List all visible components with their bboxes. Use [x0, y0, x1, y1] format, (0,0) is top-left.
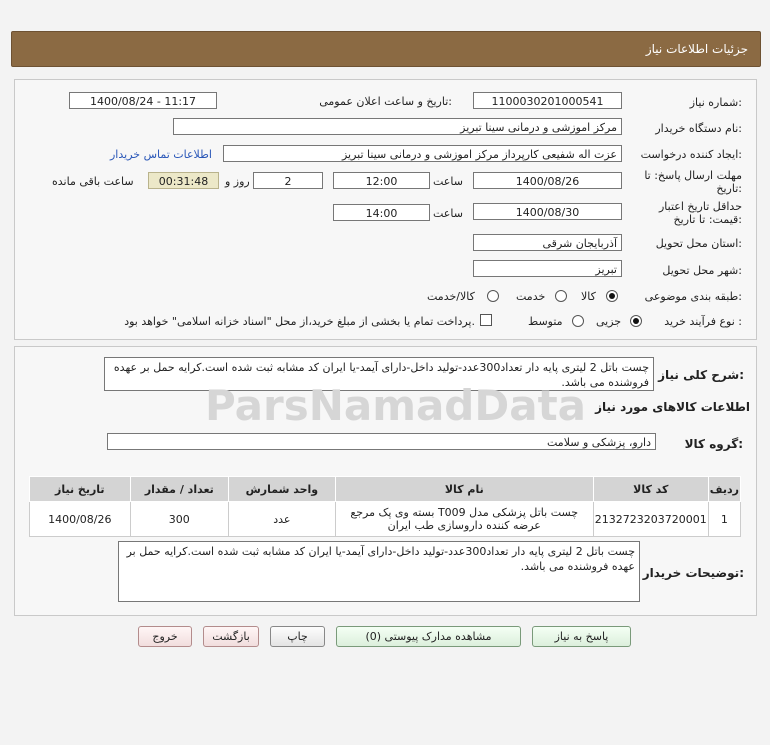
validity-label: حداقل تاریخ اعتبار قیمت: تا تاریخ:: [658, 200, 742, 226]
table-row[interactable]: [30, 502, 741, 537]
process-radio-medium[interactable]: [572, 315, 584, 327]
category-option-goods: کالا: [581, 290, 596, 303]
page-header: [11, 31, 761, 67]
cell-unit: عدد: [229, 502, 336, 537]
creator-label: ایجاد کننده درخواست:: [640, 148, 742, 161]
col-unit: واحد شمارش: [229, 477, 336, 502]
summary-box: چست باتل 2 لیتری پایه دار تعداد300عدد-تولید داخل-دارای آیمد-یا ایران کد مشابه ثبت شده است.کرایه حمل بر عهده فروشنده می باشد.: [104, 357, 654, 391]
process-radio-minor[interactable]: [630, 315, 642, 327]
table-header-row: [30, 477, 741, 502]
goods-info-title: اطلاعات کالاهای مورد نیاز: [595, 400, 750, 414]
back-button[interactable]: بازگشت: [203, 626, 259, 647]
reply-time-label: ساعت: [433, 175, 463, 188]
remaining-time-field: 00:31:48: [148, 172, 219, 189]
process-option-medium: متوسط: [528, 315, 563, 328]
reply-time-field[interactable]: 12:00: [333, 172, 430, 189]
category-radio-goods-service[interactable]: [487, 290, 499, 302]
treasury-note: پرداخت تمام یا بخشی از مبلغ خرید،از محل "اسناد خزانه اسلامی" خواهد بود.: [124, 315, 475, 328]
buyer-org-label: نام دستگاه خریدار:: [655, 122, 742, 135]
category-label: طبقه بندی موضوعی:: [644, 290, 742, 303]
buyer-org-field[interactable]: مرکز اموزشی و درمانی سینا تبریز: [173, 118, 622, 135]
col-qty: تعداد / مقدار: [130, 477, 228, 502]
cell-date: 1400/08/26: [30, 502, 131, 537]
reply-deadline-label: مهلت ارسال پاسخ: تا تاریخ:: [644, 169, 742, 195]
col-date: تاریخ نیاز: [30, 477, 131, 502]
city-label: شهر محل تحویل:: [662, 264, 742, 277]
summary-label: شرح کلی نیاز:: [658, 368, 744, 382]
process-label: نوع فرآیند خرید :: [664, 315, 742, 328]
days-field[interactable]: 2: [253, 172, 323, 189]
days-label: روز و: [225, 175, 250, 188]
goods-group-field[interactable]: دارو، پزشکی و سلامت: [107, 433, 656, 450]
watermark-logo: ParsNamadData: [205, 381, 586, 430]
validity-date-field[interactable]: 1400/08/30: [473, 203, 622, 220]
exit-button[interactable]: خروج: [138, 626, 192, 647]
category-radio-goods[interactable]: [606, 290, 618, 302]
cell-name: چست باتل پزشکی مدل T009 بسته وی پک مرجع عرضه کننده داروسازی طب ایران: [335, 502, 593, 537]
attachments-button[interactable]: مشاهده مدارک پیوستی (0): [336, 626, 521, 647]
validity-time-label: ساعت: [433, 207, 463, 220]
category-radio-service[interactable]: [555, 290, 567, 302]
cell-code: 2132723203720001: [593, 502, 708, 537]
creator-field[interactable]: عزت اله شفیعی کارپرداز مرکز اموزشی و درمانی سینا تبریز: [223, 145, 622, 162]
treasury-checkbox[interactable]: [480, 314, 492, 326]
reply-button[interactable]: پاسخ به نیاز: [532, 626, 631, 647]
category-option-goods-service: کالا/خدمت: [427, 290, 475, 303]
buyer-contact-link[interactable]: اطلاعات تماس خریدار: [110, 148, 212, 161]
process-option-minor: جزیی: [596, 315, 622, 328]
print-button[interactable]: چاپ: [270, 626, 325, 647]
buyer-notes-box: چست باتل 2 لیتری پایه دار تعداد300عدد-تولید داخل-دارای آیمد-یا ایران کد مشابه ثبت شده است.کرایه حمل بر عهده فروشنده می باشد.: [118, 541, 640, 602]
col-code: کد کالا: [593, 477, 708, 502]
cell-qty: 300: [130, 502, 228, 537]
city-field[interactable]: تبریز: [473, 260, 622, 277]
col-index: ردیف: [708, 477, 740, 502]
need-number-field[interactable]: 1100030201000541: [473, 92, 622, 109]
reply-date-field[interactable]: 1400/08/26: [473, 172, 622, 189]
col-name: نام کالا: [335, 477, 593, 502]
page-title: جزئیات اطلاعات نیاز: [645, 42, 748, 56]
category-option-service: خدمت: [516, 290, 546, 303]
goods-table: [29, 476, 741, 537]
validity-time-field[interactable]: 14:00: [333, 204, 430, 221]
cell-index: 1: [708, 502, 740, 537]
buyer-notes-label: توضیحات خریدار:: [642, 566, 744, 580]
announce-field[interactable]: 1400/08/24 - 11:17: [69, 92, 217, 109]
province-field[interactable]: آذربایجان شرقی: [473, 234, 622, 251]
remaining-label: ساعت باقی مانده: [52, 175, 134, 188]
goods-group-label: گروه کالا:: [684, 437, 743, 451]
need-number-label: شماره نیاز:: [689, 96, 742, 109]
province-label: استان محل تحویل:: [655, 237, 742, 250]
announce-label: تاریخ و ساعت اعلان عمومی:: [319, 95, 452, 108]
